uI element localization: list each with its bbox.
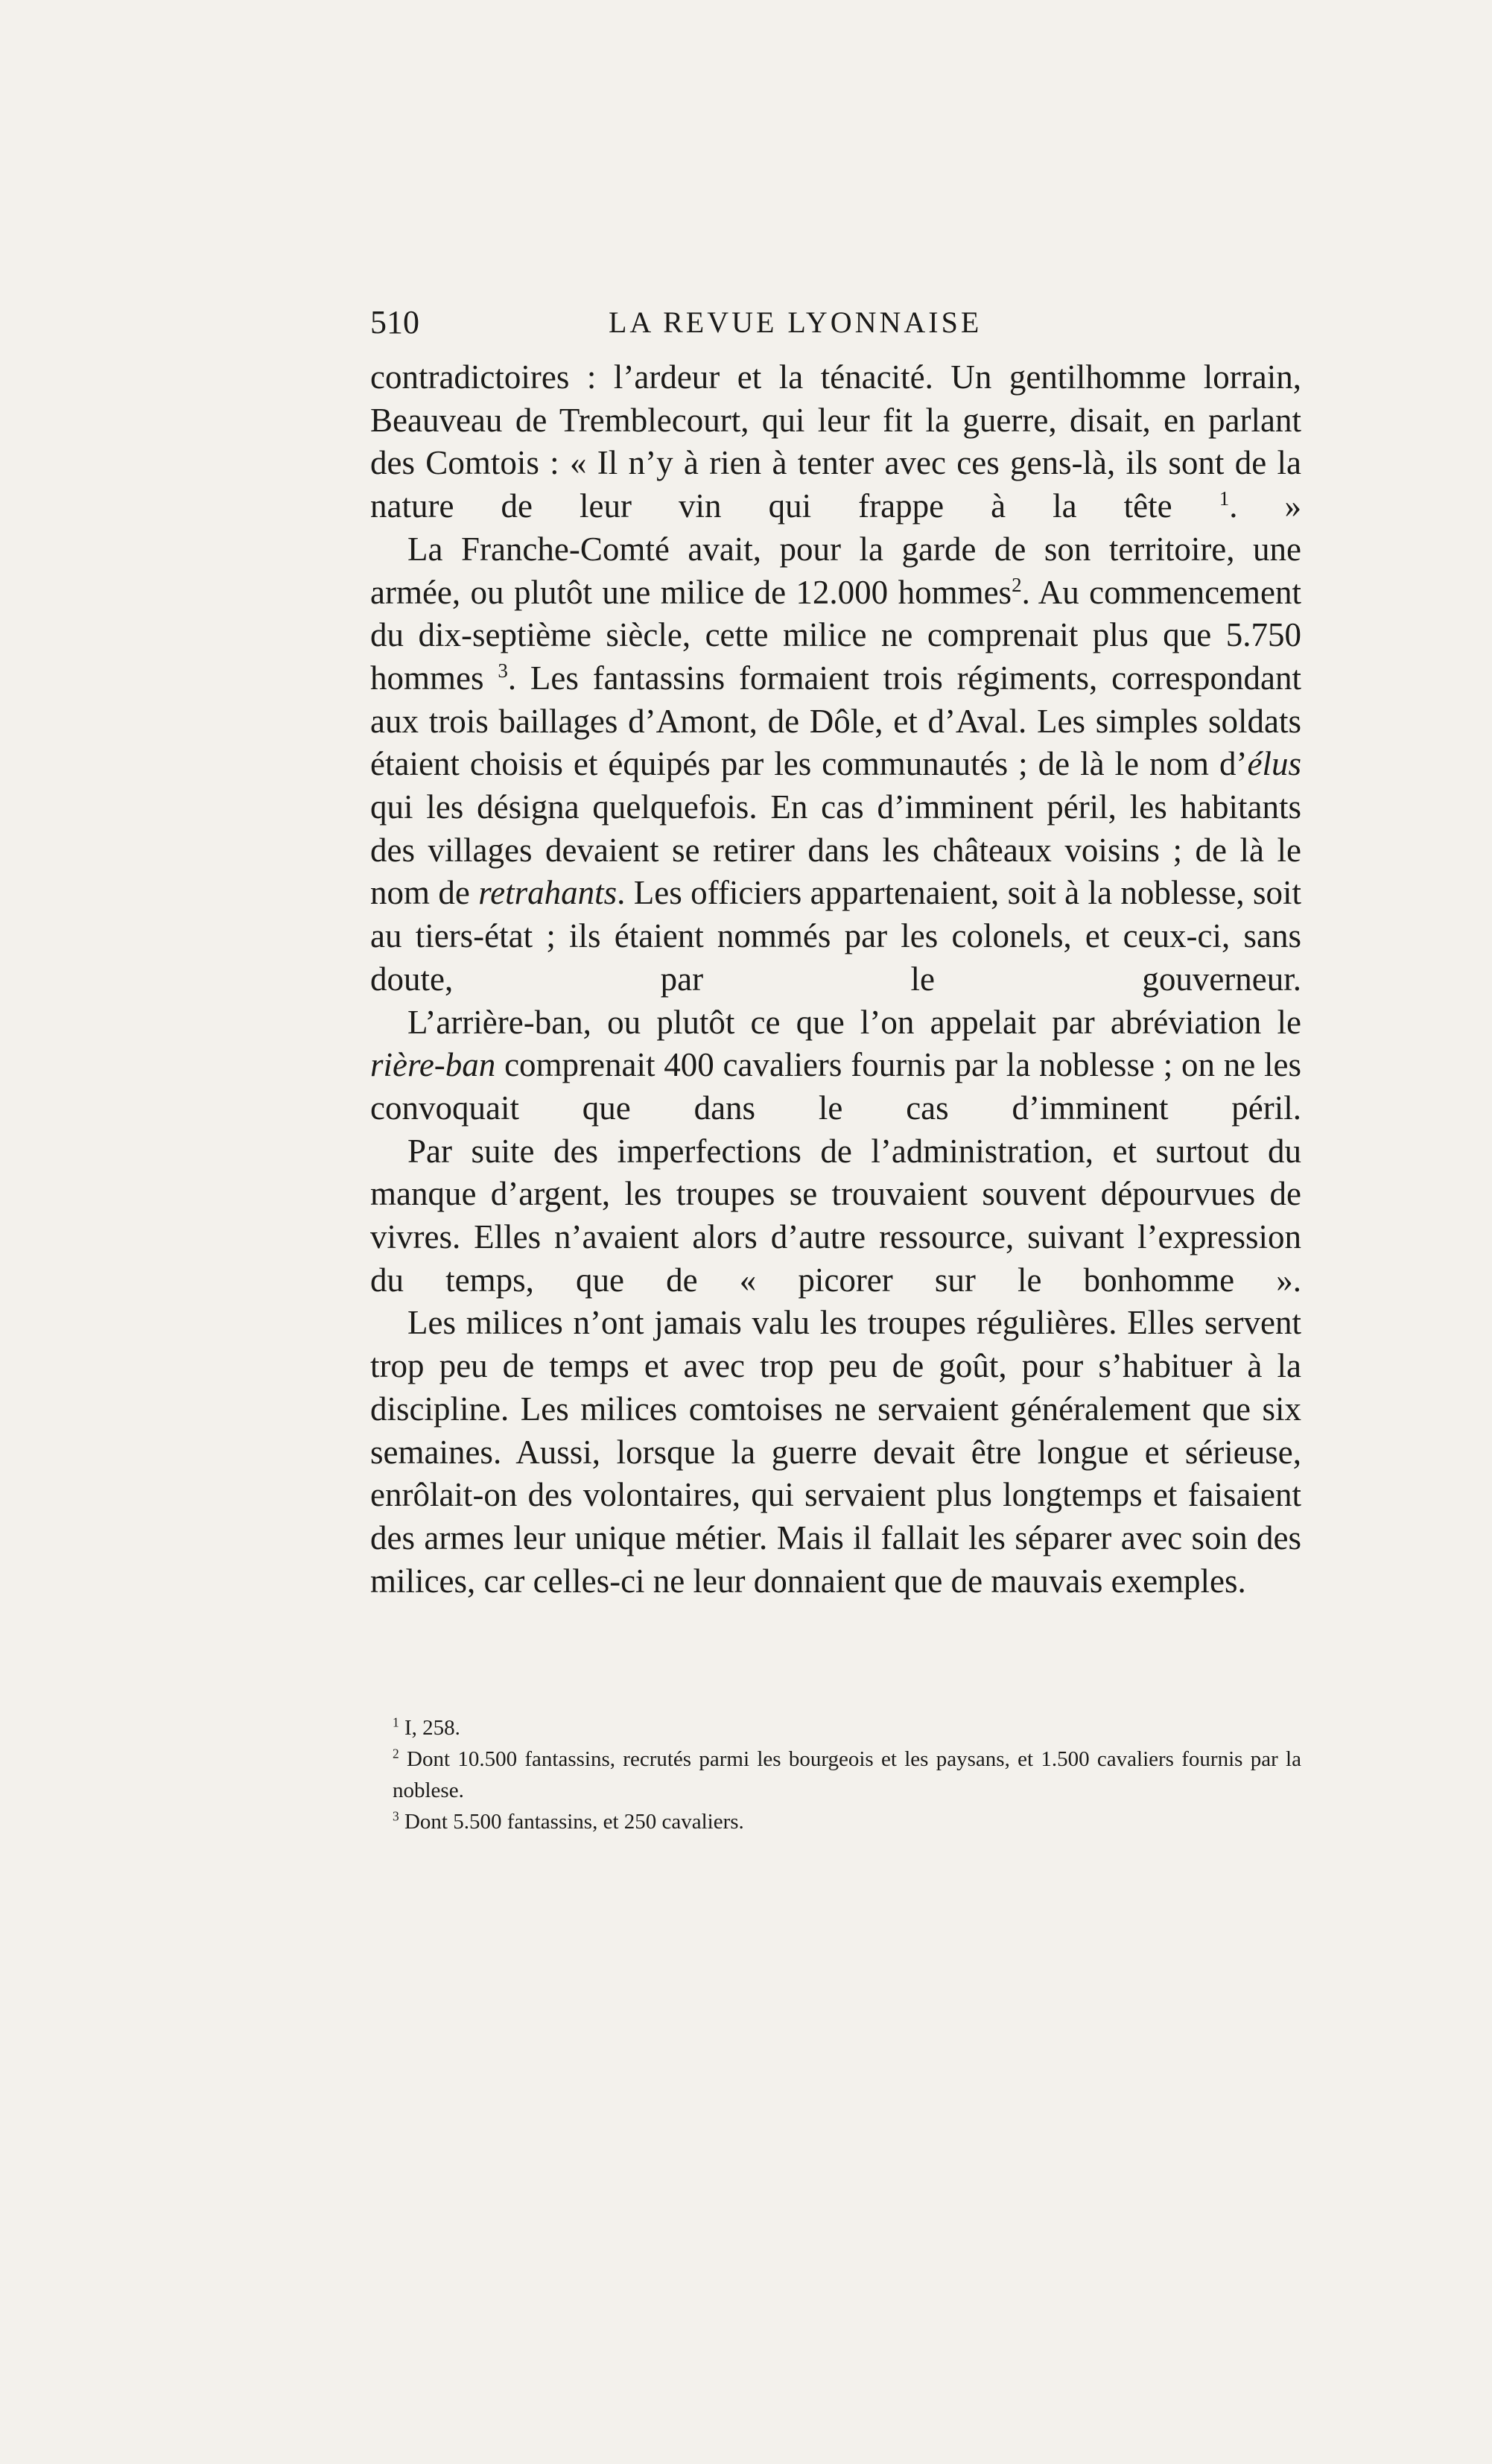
term-riere-ban: rière-ban (370, 1046, 496, 1084)
main-text (370, 356, 1301, 1603)
page-header (370, 300, 1018, 345)
term-retrahants: retrahants (478, 874, 618, 912)
term-elus: élus (1247, 745, 1301, 783)
footnote-2: $^2$ Dont 10.500 fantassins, recrutés parmi les bourgeois et les paysans, et 1.500 cavaliers fournis par la noblese. (393, 1746, 1301, 1802)
paragraph-3: L’arrière-ban, ou plutôt ce que l’on appelait par abréviation le rière-ban comprenait 400 cavaliers fournis par la noblesse ; on ne les convoquait que dans le cas d’imminent péril. (370, 1003, 1301, 1127)
paragraph-4: Par suite des imperfections de l’administration, et surtout du manque d’argent, les troupes se trouvaient souvent dépourvues de vivres. Elles n’avaient alors d’autre ressource, suivant l’expression du temps, que de « picorer sur le bonhomme ». (370, 1132, 1301, 1299)
paragraph-1: contradictoires : l’ardeur et la ténacité. Un gentilhomme lorrain, Beauveau de Tremblecourt, qui leur fit la guerre, disait, en parlant des Comtois : « Il n’y à rien à tenter avec ces gens-là, ils sont de la nature de leur vin qui frappe à la tête $^1$. » (370, 358, 1302, 525)
footnotes (393, 1712, 1301, 1837)
footnote-ref-1: 1 (1219, 487, 1230, 510)
footnote-3: $^3$ Dont 5.500 fantassins, et 250 cavaliers. (393, 1808, 744, 1834)
paragraph-5: Les milices n’ont jamais valu les troupes régulières. Elles servent trop peu de temps et avec trop peu de goût, pour s’habituer à la discipline. Les milices comtoises ne servaient généralement que six semaines. Aussi, lorsque la guerre devait être longue et sérieuse, enrôlait-on des volontaires, qui servaient plus longtemps et faisaient des armes leur unique métier. Mais il fallait les séparer avec soin des milices, car celles-ci ne leur donnaient que de mauvais exemples. (370, 1304, 1301, 1600)
paragraph-2: La Franche-Comté avait, pour la garde de son territoire, une armée, ou plutôt une milice de 12.000 hommes$^2$. Au commencement du dix-septième siècle, cette milice ne comprenait plus que 5.750 hommes $^3$. Les fantassins formaient trois régiments, correspondant aux trois baillages d’Amont, de Dôle, et d’Aval. Les simples soldats étaient choisis et équipés par les communautés ; de là le nom d’élus qui les désigna quelquefois. En cas d’imminent péril, les habitants des villages devaient se retirer dans les châteaux voisins ; de là le nom de retrahants. Les officiers appartenaient, soit à la noblesse, soit au tiers-état ; ils étaient nommés par les colonels, et ceux-ci, sans doute, par le gouverneur. (370, 530, 1302, 998)
footnote-ref-2: 2 (1012, 573, 1022, 596)
footnote-1: $^1$ I, 258. (393, 1714, 460, 1740)
running-title: LA REVUE LYONNAISE (609, 305, 983, 339)
footnote-ref-3: 3 (498, 659, 508, 682)
page-number: 510 (370, 304, 419, 341)
